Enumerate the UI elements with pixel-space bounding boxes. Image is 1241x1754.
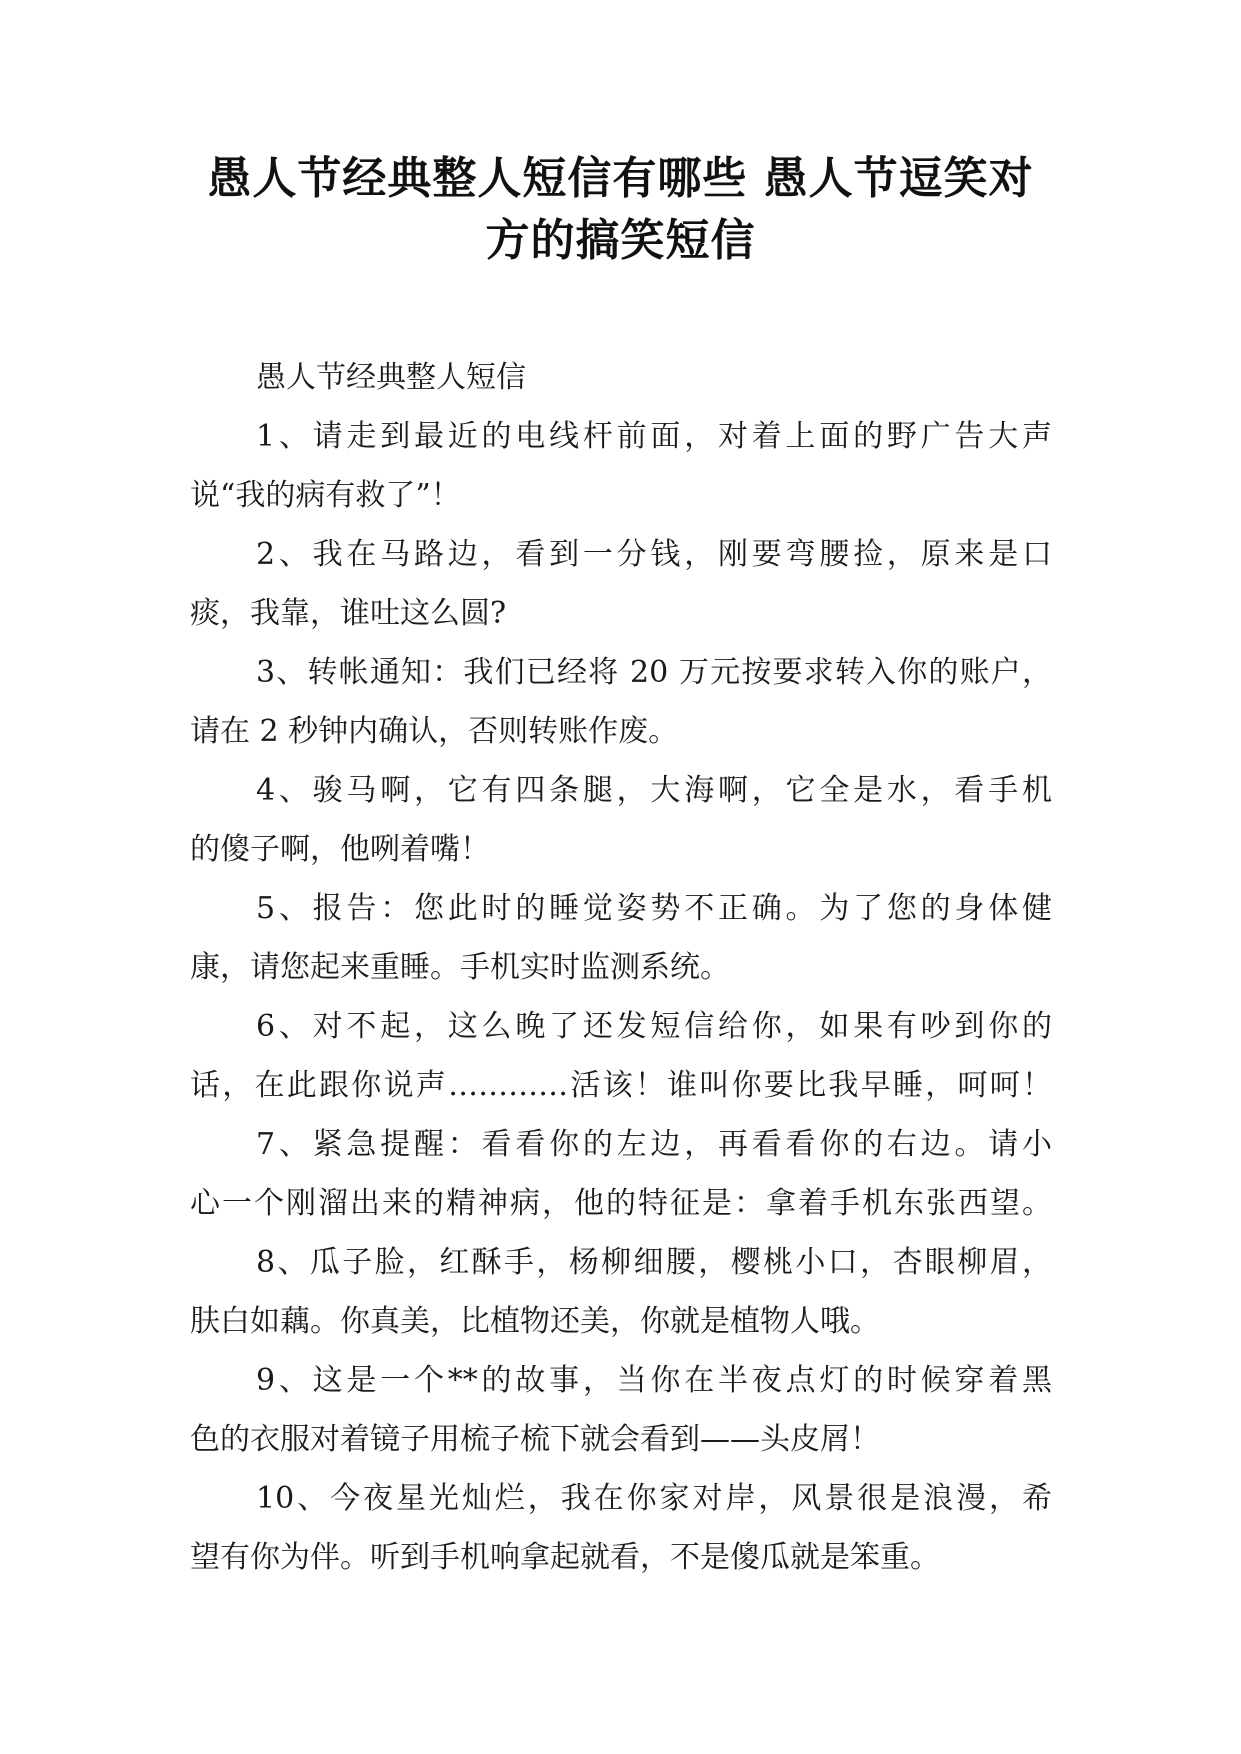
- item-9-line-1: 9、这是一个**的故事，当你在半夜点灯的时候穿着黑: [256, 1363, 1052, 1398]
- item-3-line-1: 3、转帐通知：我们已经将 20 万元按要求转入你的账户，: [256, 655, 1052, 690]
- document-body: [190, 348, 1052, 1587]
- item-4-line-1: 4、骏马啊，它有四条腿，大海啊，它全是水，看手机: [256, 773, 1052, 808]
- list-item: [190, 1115, 1052, 1233]
- item-7-line-1: 7、紧急提醒：看看你的左边，再看看你的右边。请小: [256, 1127, 1052, 1162]
- list-item: [190, 407, 1052, 525]
- item-4-line-2: 的傻子啊，他咧着嘴！: [190, 832, 490, 867]
- list-item: [190, 1469, 1052, 1587]
- list-item: [190, 1351, 1052, 1469]
- item-2-line-1: 2、我在马路边，看到一分钱，刚要弯腰捡，原来是口: [256, 537, 1052, 572]
- title-line-1: 愚人节经典整人短信有哪些 愚人节逗笑对: [207, 153, 1034, 204]
- list-item: [190, 879, 1052, 997]
- item-1-line-2: 说“我的病有救了”！: [190, 478, 461, 513]
- item-10-line-1: 10、今夜星光灿烂，我在你家对岸，风景很是浪漫，希: [256, 1481, 1052, 1516]
- item-7-line-2: 心一个刚溜出来的精神病，他的特征是：拿着手机东张西望。: [190, 1186, 1052, 1221]
- list-item: [190, 1233, 1052, 1351]
- item-1-line-1: 1、请走到最近的电线杆前面，对着上面的野广告大声: [256, 419, 1052, 454]
- item-6-line-2: 话，在此跟你说声…………活该！谁叫你要比我早睡，呵呵！: [190, 1068, 1052, 1103]
- item-2-line-2: 痰，我靠，谁吐这么圆?: [190, 596, 507, 631]
- document-title: [160, 148, 1081, 272]
- title-line-2: 方的搞笑短信: [485, 215, 756, 266]
- item-8-line-1: 8、瓜子脸，红酥手，杨柳细腰，樱桃小口，杏眼柳眉，: [256, 1245, 1052, 1280]
- item-3-line-2: 请在 2 秒钟内确认，否则转账作废。: [190, 714, 679, 749]
- list-item: [190, 643, 1052, 761]
- item-5-line-1: 5、报告：您此时的睡觉姿势不正确。为了您的身体健: [256, 891, 1052, 926]
- item-8-line-2: 肤白如藕。你真美，比植物还美，你就是植物人哦。: [190, 1304, 880, 1339]
- list-item: [190, 997, 1052, 1115]
- list-item: [190, 525, 1052, 643]
- item-6-line-1: 6、对不起，这么晚了还发短信给你，如果有吵到你的: [256, 1009, 1052, 1044]
- list-item: [190, 761, 1052, 879]
- item-5-line-2: 康，请您起来重睡。手机实时监测系统。: [190, 950, 730, 985]
- item-10-line-2: 望有你为伴。听到手机响拿起就看，不是傻瓜就是笨重。: [190, 1540, 940, 1575]
- section-heading: 愚人节经典整人短信: [256, 360, 526, 395]
- item-9-line-2: 色的衣服对着镜子用梳子梳下就会看到——头皮屑！: [190, 1422, 880, 1457]
